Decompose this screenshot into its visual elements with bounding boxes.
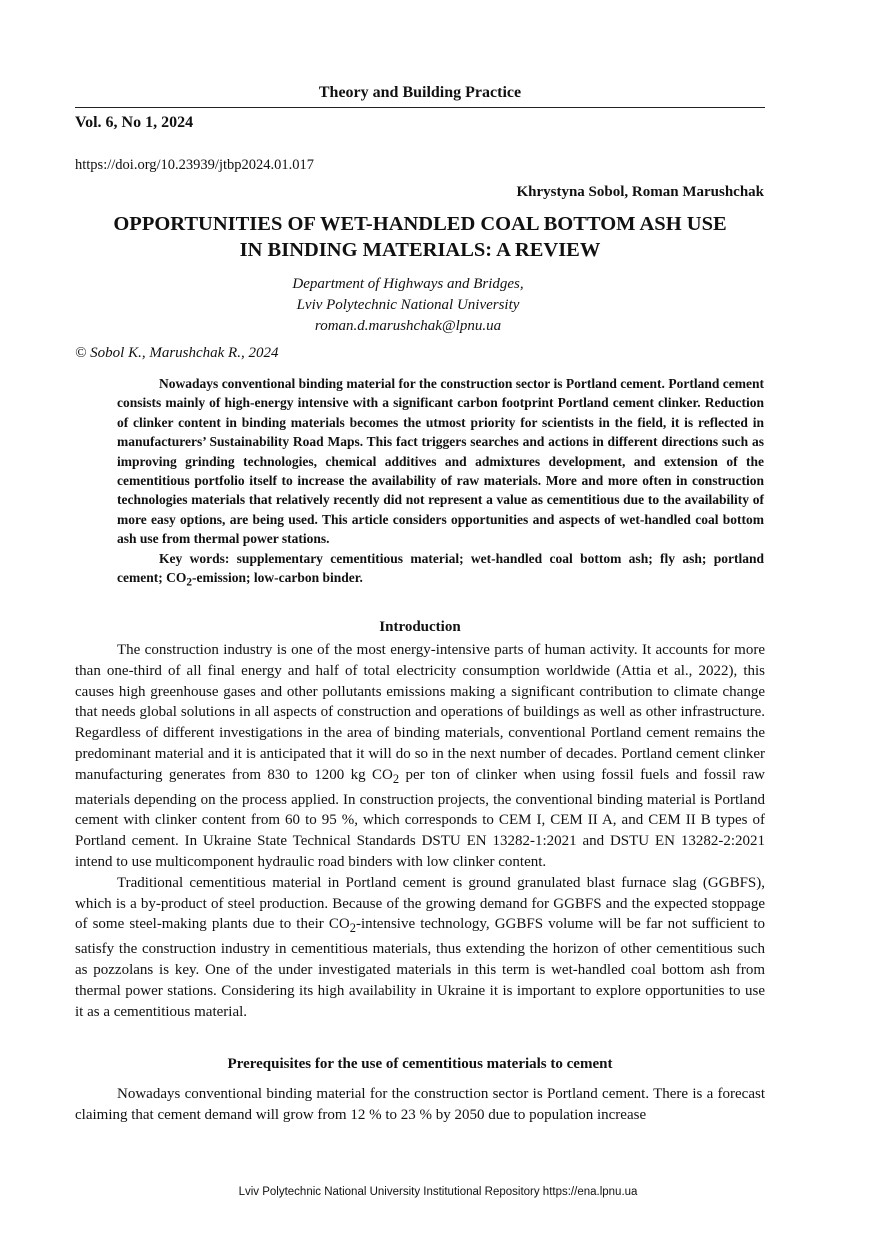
paragraph-text: Nowadays conventional binding material for the construction sector is Portland cement. There is a forecast claiming that cement demand will grow from 12 % to 23 % by 2050 due to population increase: [75, 1086, 765, 1123]
author-email[interactable]: roman.d.marushchak@lpnu.ua: [314, 318, 502, 334]
keywords-text-end: -emission; low-carbon binder.: [191, 570, 363, 586]
abstract: [117, 374, 764, 593]
affiliation-university: Lviv Polytechnic National University: [296, 297, 520, 313]
subscript: 2: [392, 771, 400, 786]
abstract-text: Nowadays conventional binding material for the construction sector is Portland cement. Portland cement consists mainly of high-energy intensive with a significant carbon footprint Portland cement clinker. Reduction of clinker content in binding materials becomes the utmost priority for scientists in the field, it is reflected in manufacturers’ Sustainability Road Maps. This fact triggers searches and actions in different directions such as improving grinding technologies, chemical additives and admixtures development, and extension of the cementitious portfolio itself to increase the availability of raw materials. More and more often in construction technologies materials that relatively recently did not represent a value as cementitious due to the availability of more easy options, are being used. This article considers opportunities and aspects of wet-handled coal bottom ash use from thermal power stations.: [117, 376, 764, 547]
paragraph-text: -intensive technology, GGBFS volume will be far not sufficient to satisfy the construction industry in cementitious materials, thus extending the horizon of other cementitious such as pozzolans is key. One of the under investigated materials in this term is wet-handled coal bottom ash from thermal power stations. Considering its high availability in Ukraine it is important to explore opportunities to use it as a cementitious material.: [75, 916, 765, 1020]
paragraph: [75, 640, 765, 873]
title-line-2: IN BINDING MATERIALS: A REVIEW: [239, 239, 601, 261]
article-title: [60, 211, 780, 263]
section-heading-introduction: Introduction: [379, 619, 461, 635]
affiliation: [0, 274, 816, 337]
paragraph: [75, 873, 765, 1023]
volume-issue: Vol. 6, No 1, 2024: [75, 114, 194, 131]
affiliation-department: Department of Highways and Bridges,: [292, 276, 524, 292]
keywords-subscript: 2: [186, 576, 192, 589]
keywords-text: Key words: supplementary cementitious material; wet-handled coal bottom ash; fly ash; portland cement; CO: [117, 550, 764, 586]
paragraph-text: per ton of clinker when using fossil fuels and fossil raw materials depending on the process applied. In construction projects, the conventional binding material is Portland cement with clinker content from 60 to 95 %, which corresponds to CEM I, CEM II A, and CEM II B types of Portland cement. In Ukraine State Technical Standards DSTU EN 13282-1:2021 and DSTU EN 13282-2:2021 intend to use multicomponent hydraulic road binders with low clinker content.: [75, 766, 765, 870]
prerequisites-body: [75, 1084, 765, 1126]
section-heading-prerequisites: Prerequisites for the use of cementitious materials to cement: [227, 1056, 613, 1072]
subscript: 2: [349, 921, 356, 936]
introduction-body: [75, 640, 765, 1022]
repository-footer: Lviv Polytechnic National University Institutional Repository https://ena.lpnu.ua: [238, 1186, 638, 1198]
header-rule: [75, 107, 765, 108]
copyright: © Sobol K., Marushchak R., 2024: [75, 345, 279, 361]
keywords: [117, 549, 764, 594]
paragraph-text: Traditional cementitious material in Portland cement is ground granulated blast furnace slag (GGBFS), which is a by-product of steel production. Because of the growing demand for GGBFS and the expected stoppage of some steel-making plants due to their CO: [75, 874, 765, 933]
paragraph-text: The construction industry is one of the most energy-intensive parts of human activity. It accounts for more than one-third of all final energy and half of total electricity consumption worldwide (Attia et al., 2022), this causes high greenhouse gases and other pollutants emissions making a significant contribution to climate change that needs global solutions in all aspects of construction and operations of buildings as well as other infrastructure. Regardless of different investigations in the area of binding materials, conventional Portland cement remains the predominant material and it is anticipated that it will do so in the next number of decades. Portland cement clinker manufacturing generates from 830 to 1200 kg CO: [75, 642, 765, 783]
doi-link[interactable]: https://doi.org/10.23939/jtbp2024.01.017: [75, 157, 314, 173]
title-line-1: OPPORTUNITIES OF WET-HANDLED COAL BOTTOM ASH USE: [113, 213, 727, 235]
journal-name: Theory and Building Practice: [318, 84, 522, 101]
authors: Khrystyna Sobol, Roman Marushchak: [516, 184, 764, 200]
